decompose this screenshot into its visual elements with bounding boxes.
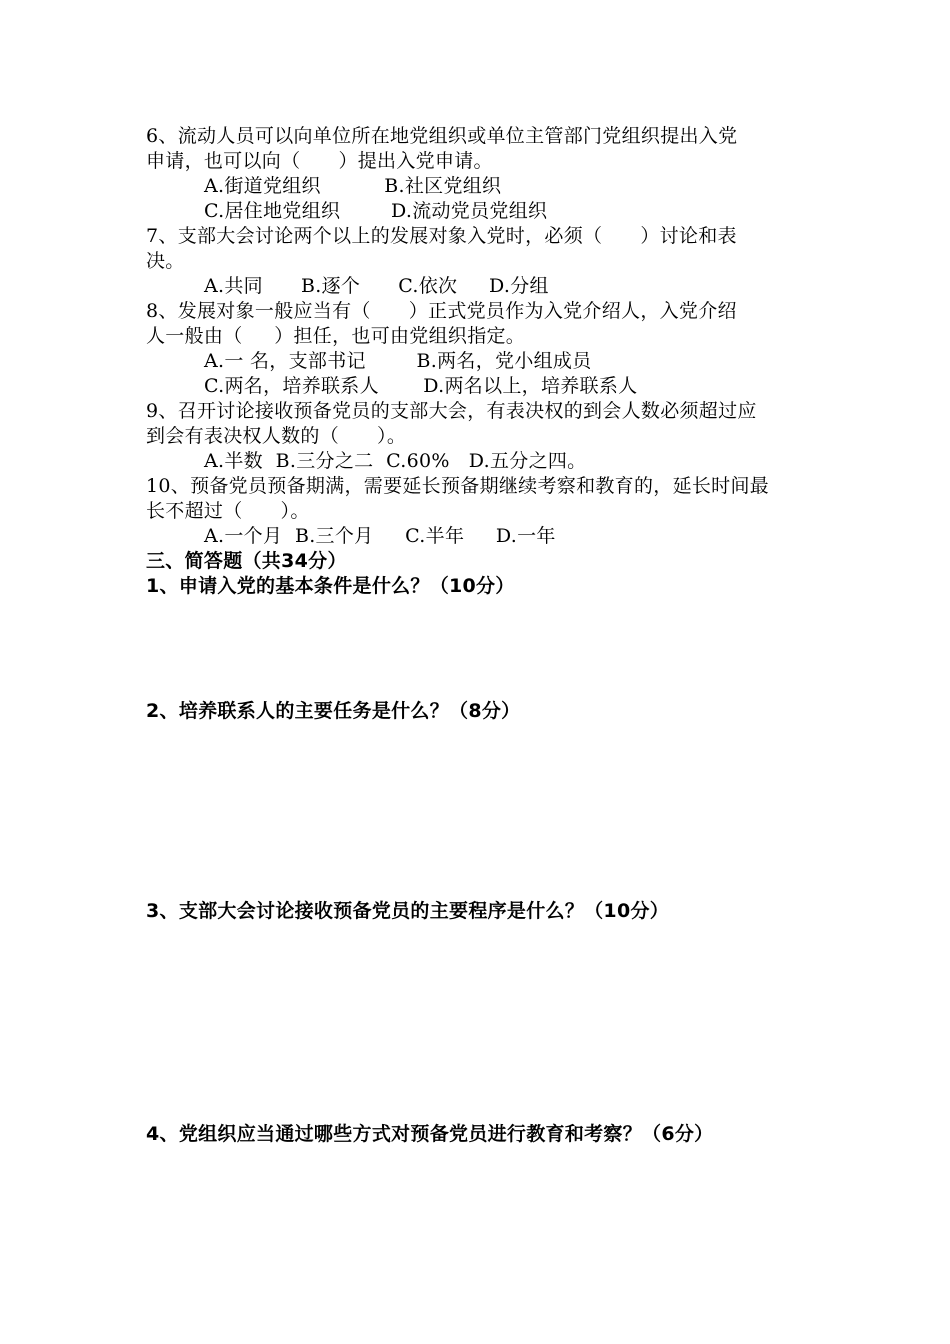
- q7-line1: 7、支部大会讨论两个以上的发展对象入党时，必须（ ）讨论和表: [146, 225, 737, 247]
- q8-line2: 人一般由（ ）担任，也可由党组织指定。: [146, 325, 526, 347]
- q10-line2: 长不超过（ ）。: [146, 500, 310, 522]
- q8-options-row2: C.两名，培养联系人 D.两名以上，培养联系人: [204, 375, 638, 397]
- q10-line1: 10、预备党员预备期满，需要延长预备期继续考察和教育的，延长时间最: [146, 475, 770, 497]
- q6-line2: 申请，也可以向（ ）提出入党申请。: [146, 150, 493, 172]
- q9-options-row1: A.半数 B.三分之二 C.60% D.五分之四。: [204, 450, 587, 472]
- q6-options-row1: A.街道党组织 B.社区党组织: [204, 175, 502, 197]
- short-answer-q4: 4、党组织应当通过哪些方式对预备党员进行教育和考察？（6分）: [146, 1123, 714, 1145]
- q8-options-row1: A.一 名，支部书记 B.两名，党小组成员: [204, 350, 592, 372]
- section3-heading: 三、简答题（共34分）: [146, 550, 347, 572]
- short-answer-q1: 1、申请入党的基本条件是什么？（10分）: [146, 575, 515, 597]
- q6-line1: 6、流动人员可以向单位所在地党组织或单位主管部门党组织提出入党: [146, 125, 738, 147]
- q6-options-row2: C.居住地党组织 D.流动党员党组织: [204, 200, 548, 222]
- short-answer-q3: 3、支部大会讨论接收预备党员的主要程序是什么？（10分）: [146, 900, 670, 922]
- q9-line1: 9、召开讨论接收预备党员的支部大会，有表决权的到会人数必须超过应: [146, 400, 757, 422]
- short-answer-q2: 2、培养联系人的主要任务是什么？（8分）: [146, 700, 521, 722]
- q7-options-row1: A.共同 B.逐个 C.依次 D.分组: [204, 275, 549, 297]
- q7-line2: 决。: [146, 250, 185, 272]
- q8-line1: 8、发展对象一般应当有（ ）正式党员作为入党介绍人，入党介绍: [146, 300, 737, 322]
- q9-line2: 到会有表决权人数的（ ）。: [146, 425, 407, 447]
- q10-options-row1: A.一个月 B.三个月 C.半年 D.一年: [204, 525, 556, 547]
